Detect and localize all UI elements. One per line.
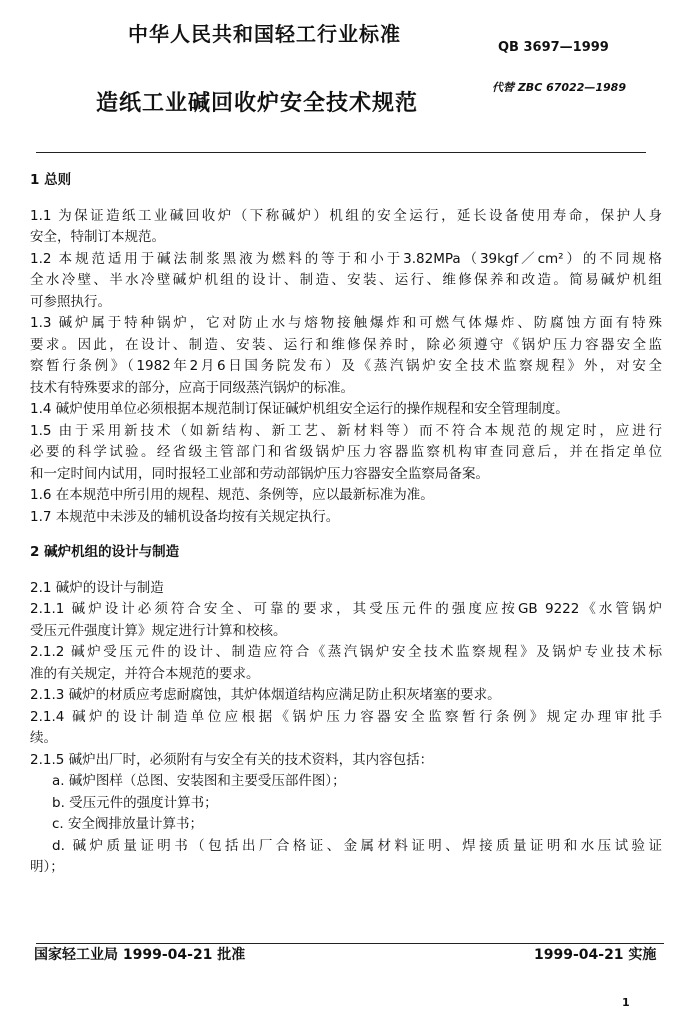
standard-number: QB 3697—1999 [498,40,609,55]
document-body [30,170,662,879]
clause-1-5-line: 1.5 由于采用新技术（如新结构、新工艺、新材料等）而不符合本规范的规定时，应进行 [30,422,662,439]
clause-1-3-line: 技术有特殊要求的部分，应高于同级蒸汽锅炉的标准。 [30,379,354,396]
list-item-b: b. 受压元件的强度计算书； [52,794,218,811]
clause-1-3-line: 要求。因此，在设计、制造、安装、运行和维修保养时，除必须遵守《锅炉压力容器安全监 [30,336,662,353]
implementation-date: 1999-04-21 实施 [534,947,657,963]
clause-1-3-line: 察暂行条例》（1982年2月6日国务院发布）及《蒸汽锅炉安全技术监察规程》外，对安全 [30,358,662,374]
document-title: 造纸工业碱回收炉安全技术规范 [96,91,419,116]
clause-1-4-line: 1.4 碱炉使用单位必须根据本规范制订保证碱炉机组安全运行的操作规程和安全管理制度。 [30,401,569,417]
clause-2-1-2-line: 准的有关规定，并符合本规范的要求。 [30,665,260,682]
clause-2-1-4-line: 2.1.4 碱炉的设计制造单位应根据《锅炉压力容器安全监察暂行条例》规定办理审批手 [30,708,662,725]
list-item-c: c. 安全阀排放量计算书； [52,816,204,832]
issuing-organization: 中华人民共和国轻工行业标准 [128,22,401,46]
clause-2-1-3-line: 2.1.3 碱炉的材质应考虑耐腐蚀，其炉体烟道结构应满足防止积灰堵塞的要求。 [30,687,501,703]
clause-1-3-line: 1.3 碱炉属于特种锅炉，它对防止水与熔物接触爆炸和可燃气体爆炸、防腐蚀方面有特殊 [30,315,662,331]
clause-1-2-line: 可参照执行。 [30,293,111,310]
clause-1-1-line: 1.1 为保证造纸工业碱回收炉（下称碱炉）机组的安全运行，延长设备使用寿命，保护人身 [30,207,662,224]
list-item-a: a. 碱炉图样（总图、安装图和主要受压部件图）； [52,773,346,789]
approval-statement: 国家轻工业局 1999-04-21 批准 [34,947,246,963]
clause-1-5-line: 必要的科学试验。经省级主管部门和省级锅炉压力容器监察机构审查同意后，并在指定单位 [30,444,662,460]
list-item-d-continued: 明）； [30,859,64,875]
clause-1-6-line: 1.6 在本规范中所引用的规程、规范、条例等，应以最新标准为准。 [30,487,434,503]
section-2-heading: 2 碱炉机组的设计与制造 [30,544,180,560]
list-item-d: d. 碱炉质量证明书（包括出厂合格证、金属材料证明、焊接质量证明和水压试验证 [52,837,662,854]
clause-2-1-4-line: 续。 [30,730,57,746]
clause-2-1-line: 2.1 碱炉的设计与制造 [30,579,164,596]
clause-1-2-line: 全水冷壁、半水冷壁碱炉机组的设计、制造、安装、运行、维修保养和改造。简易碱炉机组 [30,272,662,288]
clause-2-1-2-line: 2.1.2 碱炉受压元件的设计、制造应符合《蒸汽锅炉安全技术监察规程》及锅炉专业技术标 [30,644,662,660]
clause-1-5-line: 和一定时间内试用，同时报轻工业部和劳动部锅炉压力容器安全监察局备案。 [30,465,489,482]
clause-2-1-1-line: 2.1.1 碱炉设计必须符合安全、可靠的要求，其受压元件的强度应按GB 9222《水管锅炉 [30,601,662,617]
section-1-heading: 1 总则 [30,172,72,188]
page-number: 1 [622,996,630,1009]
clause-2-1-5-line: 2.1.5 碱炉出厂时，必须附有与安全有关的技术资料，其内容包括： [30,751,434,768]
clause-2-1-1-line: 受压元件强度计算》规定进行计算和校核。 [30,622,287,639]
header-rule [36,152,646,153]
clause-1-7-line: 1.7 本规范中未涉及的辅机设备均按有关规定执行。 [30,508,340,525]
clause-1-2-line: 1.2 本规范适用于碱法制浆黑液为燃料的等于和小于3.82MPa（39kgf／cm²）的不同规格 [30,250,662,267]
clause-1-1-line: 安全，特制订本规范。 [30,229,165,245]
replaces-standard: 代替 ZBC 67022—1989 [492,81,626,94]
